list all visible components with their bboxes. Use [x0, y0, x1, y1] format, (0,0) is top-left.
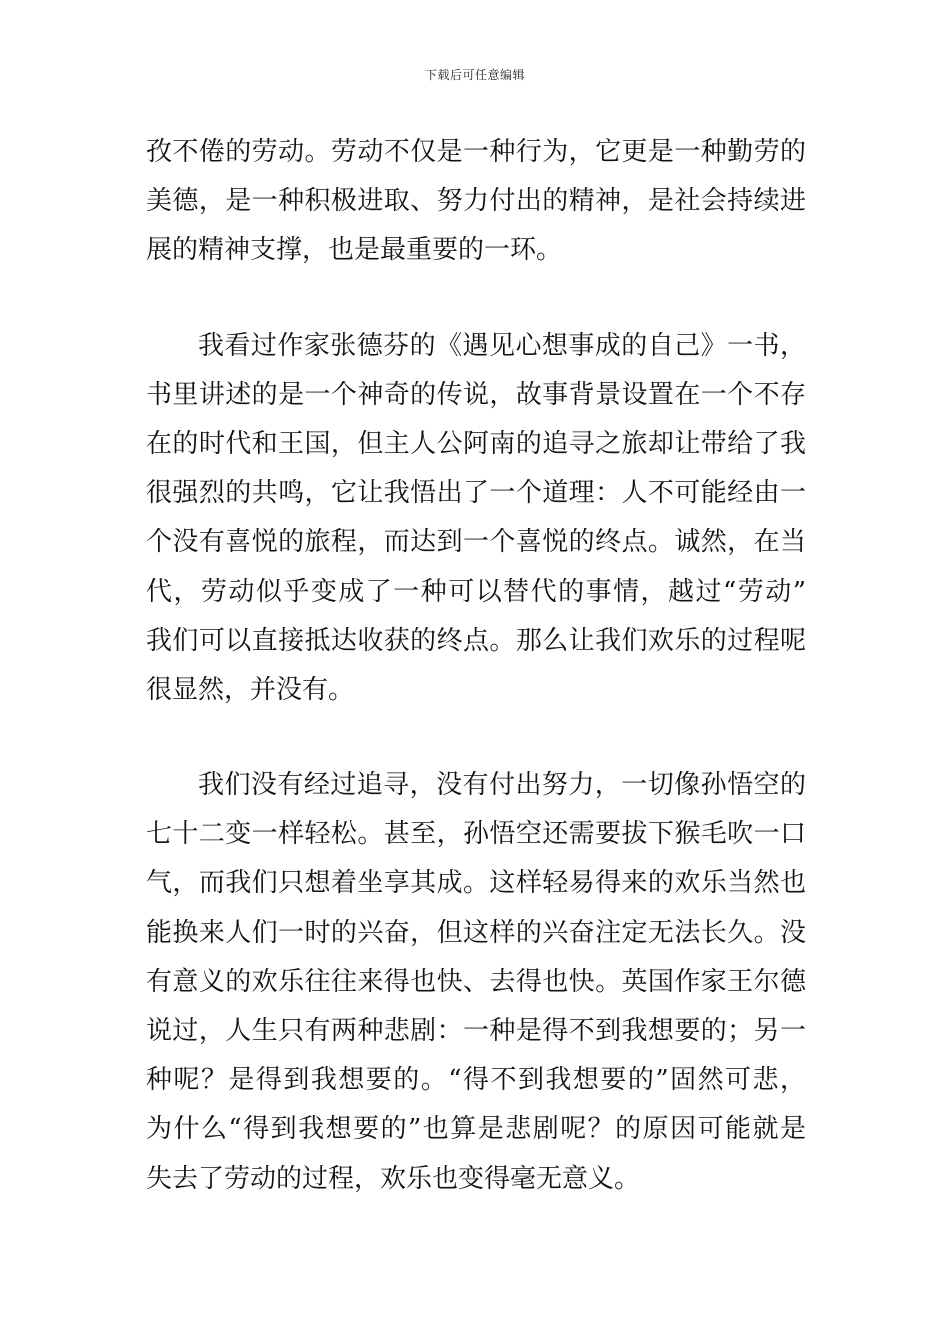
- text-line: 说过，人生只有两种悲剧：一种是得不到我想要的；另一: [146, 1016, 806, 1046]
- text-line: 展的精神支撑，也是最重要的一环。: [146, 235, 563, 266]
- text-line: 我们可以直接抵达收获的终点。那么让我们欢乐的过程呢: [146, 625, 806, 656]
- paragraph: [146, 761, 806, 1204]
- text-line: 孜不倦的劳动。劳动不仅是一种行为，它更是一种勤劳的: [146, 137, 806, 167]
- text-line: 很强烈的共鸣，它让我悟出了一个道理：人不可能经由一: [146, 478, 806, 509]
- text-line: 代，劳动似乎变成了一种可以替代的事情，越过“劳动”: [146, 576, 806, 607]
- text-line: 能换来人们一时的兴奋，但这样的兴奋注定无法长久。没: [146, 917, 806, 948]
- paragraph: [146, 128, 806, 276]
- text-line: 我们没有经过追寻，没有付出努力，一切像孙悟空的: [198, 770, 806, 801]
- text-line: 为什么“得到我想要的”也算是悲剧呢？的原因可能就是: [146, 1114, 806, 1145]
- text-line: 失去了劳动的过程，欢乐也变得毫无意义。: [146, 1163, 641, 1194]
- text-line: 书里讲述的是一个神奇的传说，故事背景设置在一个不存: [146, 379, 806, 410]
- text-line: 我看过作家张德芬的《遇见心想事成的自己》一书，: [198, 330, 806, 361]
- text-line: 气，而我们只想着坐享其成。这样轻易得来的欢乐当然也: [146, 868, 806, 899]
- document-body: [146, 128, 806, 1204]
- text-line: 种呢？是得到我想要的。“得不到我想要的”固然可悲，: [146, 1065, 806, 1096]
- text-line: 七十二变一样轻松。甚至，孙悟空还需要拔下猴毛吹一口: [146, 819, 806, 850]
- paragraph-gap: [146, 276, 806, 322]
- text-line: 美德，是一种积极进取、努力付出的精神，是社会持续进: [146, 186, 806, 217]
- paragraph-gap: [146, 715, 806, 761]
- text-line: 有意义的欢乐往往来得也快、去得也快。英国作家王尔德: [146, 966, 806, 997]
- page-header: 下载后可任意编辑: [424, 68, 525, 82]
- paragraph: [146, 322, 806, 716]
- text-line: 个没有喜悦的旅程，而达到一个喜悦的终点。诚然，在当: [146, 527, 806, 558]
- text-line: 在的时代和王国，但主人公阿南的追寻之旅却让带给了我: [146, 428, 806, 459]
- text-line: 很显然，并没有。: [146, 674, 355, 705]
